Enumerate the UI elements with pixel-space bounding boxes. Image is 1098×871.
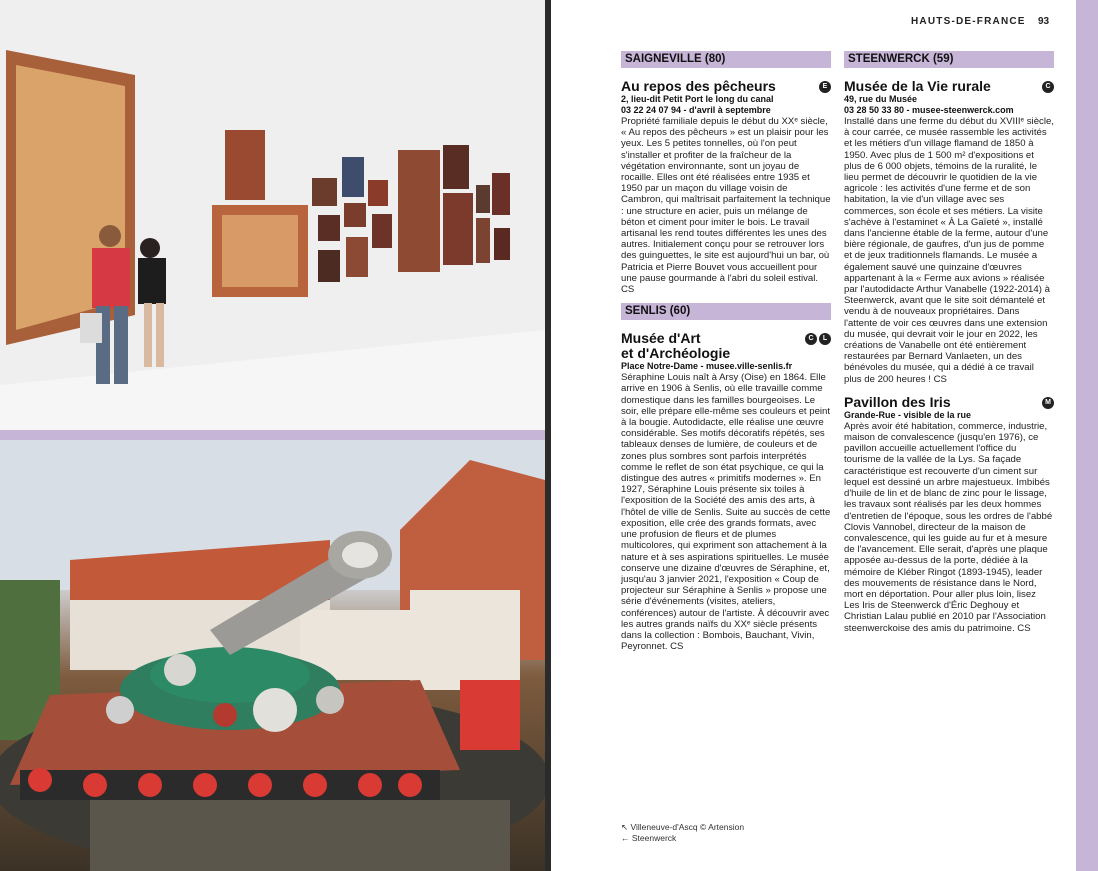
- entry-address: 49, rue du Musée: [844, 94, 918, 104]
- museum-gallery-photo: [0, 0, 545, 430]
- entry-title-line1: Musée d'Art: [621, 330, 701, 347]
- page-edge-tab: [1076, 0, 1098, 871]
- entry-title: Musée de la Vie rurale: [844, 78, 991, 94]
- right-page: [551, 0, 1098, 871]
- entry-title: Pavillon des Iris: [844, 393, 951, 410]
- entry-pavillon-iris: [844, 395, 1054, 634]
- entry-icons: [805, 333, 831, 345]
- tank-sculpture-photo: [0, 440, 545, 871]
- category-c-icon: C: [805, 333, 817, 345]
- category-l-icon: L: [819, 333, 831, 345]
- place-heading: STEENWERCK (59): [844, 51, 1054, 68]
- entry-title-line2: et d'Archéologie: [621, 345, 731, 362]
- column-right: [844, 51, 1054, 634]
- page-number: 93: [1038, 16, 1050, 27]
- place-heading: SENLIS (60): [621, 303, 831, 320]
- entry-icons: [1042, 397, 1054, 409]
- caption-line-1: ↖ Villeneuve-d'Ascq © Artension: [621, 822, 745, 832]
- photo-captions: [621, 822, 744, 844]
- entry-musee-senlis: [621, 331, 831, 652]
- column-left: [621, 51, 831, 652]
- category-c-icon: C: [1042, 81, 1054, 93]
- entry-icons: [819, 81, 831, 93]
- caption-line-2: ← Steenwerck: [621, 833, 677, 843]
- category-m-icon: M: [1042, 397, 1054, 409]
- entry-text: Séraphine Louis naît à Arsy (Oise) en 1864. Elle arrive en 1906 à Senlis, où elle travaille comme domestique dans les familles bourgeoises. Le soir, elle prépare elle-même ses couleurs et peint à la bougie. Autodidacte, elle réalise une œuvre considérable. Ses motifs décoratifs répétés, ses tableaux denses de lumière, de couleurs et de zones plus sombres sont parfois interprétés comme le reflet de son état psychique, ce qui la distingue des autres « primitifs modernes ». En 1927, Séraphine Louis présente six toiles à l'exposition de la Société des amis des arts, à l'hôtel de ville de Senlis. Suite au succès de cette exposition, elle crée des grands formats, avec une profusion de fleurs et de plumes multicolores, qui expriment son attachement à la nature et à ses aspirations spirituelles. Le musée conserve une dizaine d'œuvres de Séraphine, et, jusqu'au 3 janvier 2021, l'exposition « Coup de projecteur sur Séraphine à Senlis » propose une série d'événements (visites, ateliers, conférences) autour de l'artiste. À découvrir avec les autres grands naïfs du XXᵉ siècle présents dans la collection : Bombois, Bauchant, Vivin, Peyronnet. CS: [621, 372, 831, 653]
- entry-text: Après avoir été habitation, commerce, industrie, maison de convalescence (jusqu'en 1976), ce pavillon accueille actuellement l'office du tourisme de la vallée de la Lys. Sa façade caractéristique est recouverte d'un ciment sur lequel est dessiné un arbre majestueux. Imbibés d'huile de lin et de blanc de zinc pour le lissage, les travaux sont réalisés par les deux hommes d'entretien de l'époque, sous les ordres de l'abbé Clovis Vannobel, directeur de la maison de convalescence, qui les guide au fur et à mesure de l'avancement. Elle serait, d'après une plaque apposée au-dessus de la porte, dédiée à la mémoire de Kléber Ringot (1893-1945), leader des mouvements de résistance dans le Nord, mort en déportation. Pour aller plus loin, lisez Les Iris de Steenwerck d'Éric Deghouy et Christian Lalau publié en 2010 par l'Association steenwerckoise des amis du patrimoine. CS: [844, 420, 1053, 634]
- entry-address: 2, lieu-dit Petit Port le long du canal: [621, 94, 774, 104]
- entry-contact: 03 28 50 33 80 - musee-steenwerck.com: [844, 105, 1014, 115]
- photo-divider: [0, 430, 545, 440]
- entry-au-repos: [621, 79, 831, 295]
- entry-address: Place Notre-Dame - musee.ville-senlis.fr: [621, 361, 793, 372]
- entry-contact: 03 22 24 07 94 - d'avril à septembre: [621, 105, 771, 115]
- running-head: HAUTS-DE-FRANCE: [911, 16, 1026, 27]
- entry-address: Grande-Rue - visible de la rue: [844, 409, 972, 420]
- category-e-icon: E: [819, 81, 831, 93]
- left-page: [0, 0, 545, 871]
- entry-text: Propriété familiale depuis le début du XXᵉ siècle, « Au repos des pêcheurs » est un plaisir pour les yeux. Les 5 petites tonnelles, où l'on peut s'installer et profiter de la fraîcheur de la végétation environnante, sont un joyau de rocaille. Elles ont été réalisées entre 1935 et 1950 par un maçon du village voisin de Cambron, qui maîtrisait parfaitement la technique : une structure en acier, puis un mélange de béton et ciment pour imiter le bois. Le travail artisanal les rend toutes différentes les unes des autres. Initialement conçu pour se retrouver lors des guinguettes, le site est aujourd'hui un bar, où Patricia et Pierre Bouvet vous accueillent pour une pause gourmande à l'abri du soleil estival. CS: [621, 116, 831, 296]
- place-heading: SAIGNEVILLE (80): [621, 51, 831, 68]
- entry-text: Installé dans une ferme du début du XVIIIᵉ siècle, à cour carrée, ce musée rassemble les activités et les métiers d'un village flamand de 1850 à 1950. Avec plus de 1 500 m² d'expositions et plus de 6 000 objets, témoins de la ruralité, le lieu permet de découvrir le quotidien de la vie agricole : les activités d'une ferme et de son habitation, la vie d'un village avec ses commerces, son école et ses métiers. La visite s'achève à l'estaminet « À La Gaïeté », installé dans l'ancienne étable de la ferme, autour d'une bière régionale, de gaufres, d'un jus de pomme et de jeux traditionnels flamands. Le musée a également sauvé une quinzaine d'œuvres appartenant à la « Ferme aux avions » réalisée par l'autodidacte Arthur Vanabelle (1922-2014) à Steenwerck, avant que le site soit démantelé et vendu à de nouveaux propriétaires. Dans l'attente de voir ces œuvres dans une extension du musée, qui devrait voir le jour en 2022, les créations de Vanabelle ont été entièrement restaurées par Bernard Vanlaeten, un des bénévoles du musée, qui a dédié à ce travail plus de 200 heures ! CS: [844, 116, 1054, 385]
- entry-icons: [1042, 81, 1054, 93]
- entry-title: Au repos des pêcheurs: [621, 78, 776, 94]
- entry-vie-rurale: [844, 79, 1054, 385]
